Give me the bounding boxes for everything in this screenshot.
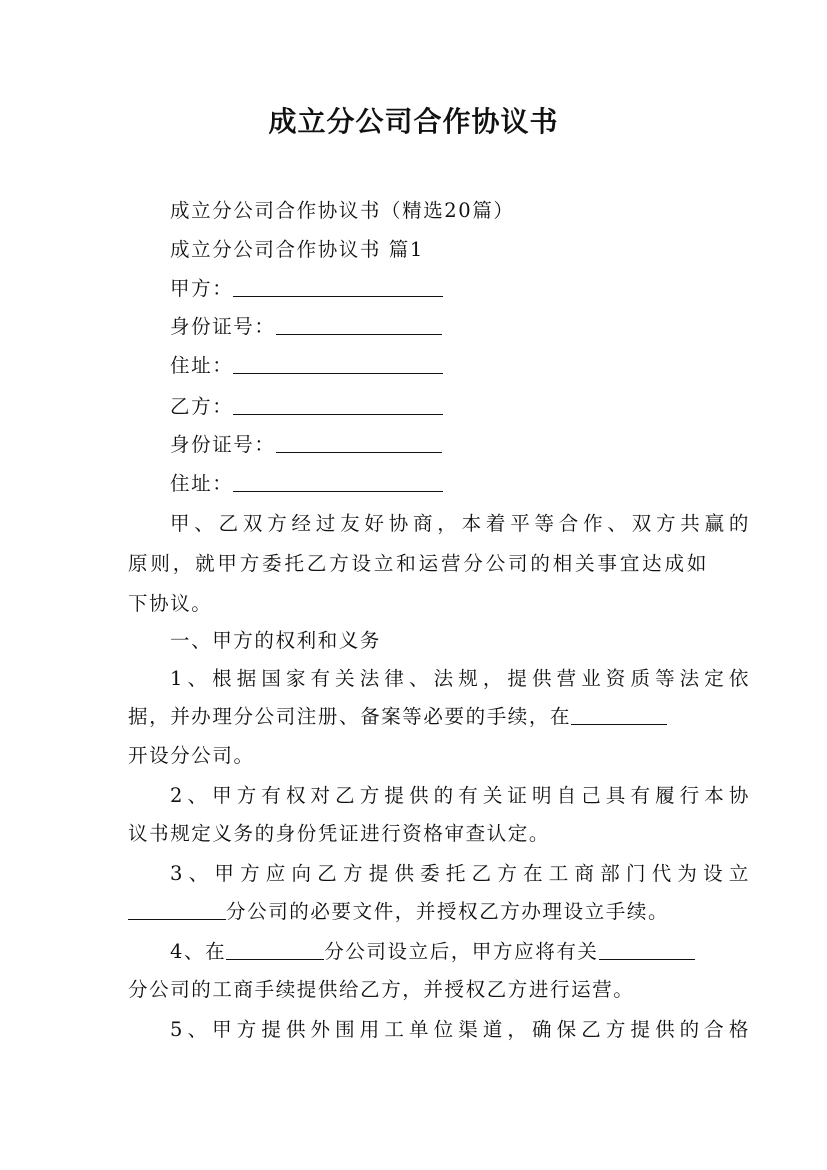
party-a-id-field xyxy=(128,308,750,346)
paragraph-line-with-blank xyxy=(128,893,708,931)
section-heading: 成立分公司合作协议书 篇1 xyxy=(170,238,424,261)
paragraph-line: 甲、乙双方经过友好协商，本着平等合作、双方共赢的 xyxy=(170,512,750,535)
section-heading: 一、甲方的权利和义务 xyxy=(170,629,382,652)
party-b-field xyxy=(128,388,750,426)
paragraph-line: 议书规定义务的身份凭证进行资格审查认定。 xyxy=(128,822,551,845)
party-a-blank xyxy=(233,276,443,297)
paragraph-text: 4、在 xyxy=(170,940,227,963)
location-blank xyxy=(571,704,667,725)
party-a-id-label: 身份证号： xyxy=(170,315,276,338)
paragraph-line: 下协议。 xyxy=(128,592,213,615)
paragraph-line-with-blank xyxy=(128,698,708,736)
party-a-label: 甲方： xyxy=(170,277,234,300)
document-title: 成立分公司合作协议书 xyxy=(268,105,559,138)
paragraph-line-with-blanks xyxy=(128,933,750,971)
subtitle-line: 成立分公司合作协议书（精选20篇） xyxy=(170,199,515,222)
party-a-address-field xyxy=(128,347,750,385)
paragraph-line: 5、甲方提供外围用工单位渠道，确保乙方提供的合格 xyxy=(170,1018,750,1041)
party-a-address-label: 住址： xyxy=(170,354,234,377)
paragraph-text: 据，并办理分公司注册、备案等必要的手续，在 xyxy=(128,705,572,728)
paragraph-line: 开设分公司。 xyxy=(128,744,255,767)
paragraph-line: 2、甲方有权对乙方提供的有关证明自己具有履行本协 xyxy=(170,784,750,807)
party-b-address-blank xyxy=(233,471,443,492)
paragraph-line: 3、甲方应向乙方提供委托乙方在工商部门代为设立 xyxy=(170,862,750,885)
party-a-id-blank xyxy=(276,314,442,335)
party-b-label: 乙方： xyxy=(170,395,234,418)
paragraph-line: 1、根据国家有关法律、法规，提供营业资质等法定依 xyxy=(170,667,750,690)
paragraph-text: 分公司的必要文件，并授权乙方办理设立手续。 xyxy=(226,900,670,923)
branch-name-blank xyxy=(226,939,324,960)
party-a-field xyxy=(128,270,750,308)
party-b-address-field xyxy=(128,465,750,503)
party-b-id-field xyxy=(128,426,750,464)
party-b-id-label: 身份证号： xyxy=(170,433,276,456)
paragraph-text: 分公司设立后，甲方应将有关 xyxy=(324,940,599,963)
paragraph-line: 分公司的工商手续提供给乙方，并授权乙方进行运营。 xyxy=(128,978,635,1001)
paragraph-line: 原则，就甲方委托乙方设立和运营分公司的相关事宜达成如 xyxy=(128,552,708,575)
party-a-address-blank xyxy=(233,353,443,374)
branch-name-blank xyxy=(128,899,226,920)
party-b-id-blank xyxy=(276,432,442,453)
party-b-blank xyxy=(233,394,443,415)
party-b-address-label: 住址： xyxy=(170,472,234,495)
branch-name-blank xyxy=(599,939,695,960)
